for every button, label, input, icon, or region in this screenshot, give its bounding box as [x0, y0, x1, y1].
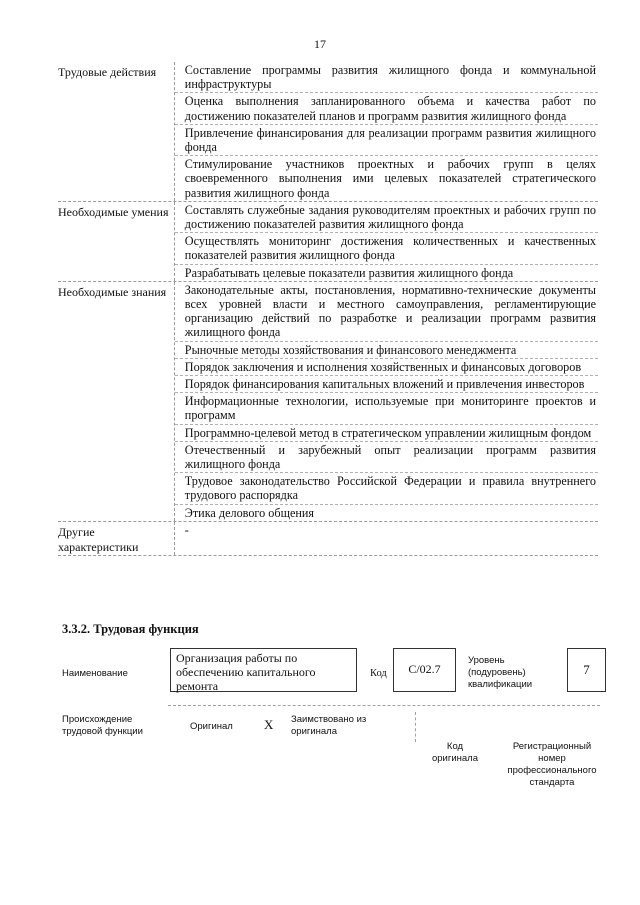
reg-number-label: Регистрационный номер профессионального стандарта	[507, 741, 597, 788]
section-label-other-characteristics: Другие характеристики	[58, 524, 139, 554]
table-row: Составлять служебные задания руководителям проектных и рабочих групп по достижению показателей развития жилищного фонда	[175, 202, 598, 233]
section-other-characteristics	[58, 522, 598, 556]
table-row: Законодательные акты, постановления, нормативно-технические документы всех уровней власти и местного самоуправления, регламентирующие организацию действий по разработке и реализации программ развития жилищного фонда	[175, 282, 598, 342]
level-label: Уровень (подуровень) квалификации	[468, 655, 533, 690]
level-value-box	[567, 648, 606, 692]
name-value-box	[170, 648, 357, 692]
original-mark: Х	[264, 717, 274, 732]
table-row: Порядок финансирования капитальных вложений и привлечения инвесторов	[175, 376, 598, 393]
section-label-labor-actions: Трудовые действия	[58, 65, 157, 79]
section-title: 3.3.2. Трудовая функция	[62, 622, 199, 636]
level-value: 7	[583, 662, 590, 677]
table-row: Программно-целевой метод в стратегическом управлении жилищным фондом	[175, 425, 598, 442]
page-number: 17	[314, 37, 326, 51]
origin-label: Происхождение трудовой функции	[62, 714, 143, 737]
divider	[168, 705, 600, 706]
table-row: -	[184, 522, 189, 537]
table-row: Отечественный и зарубежный опыт реализации программ развития жилищного фонда	[175, 442, 598, 473]
name-value: Организация работы по обеспечению капитального ремонта	[176, 651, 316, 693]
table-row: Порядок заключения и исполнения хозяйственных и финансовых договоров	[175, 359, 598, 376]
table-row: Разрабатывать целевые показатели развития жилищного фонда	[184, 265, 514, 280]
table-row: Этика делового общения	[184, 505, 315, 520]
labor-function-table	[58, 62, 598, 556]
section-label-required-knowledge: Необходимые знания	[58, 284, 167, 299]
table-row: Трудовое законодательство Российской Федерации и правила внутреннего трудового распорядка	[175, 473, 598, 504]
section-labor-actions	[58, 62, 598, 202]
section-required-skills	[58, 202, 598, 282]
section-required-knowledge	[58, 282, 598, 522]
code-label: Код	[370, 668, 387, 679]
original-label: Оригинал	[190, 721, 233, 732]
section-label-required-skills: Необходимые умения	[58, 204, 169, 219]
name-label: Наименование	[62, 668, 128, 679]
table-row: Привлечение финансирования для реализации программ развития жилищного фонда	[175, 125, 598, 156]
table-row: Информационные технологии, используемые при мониторинге проектов и программ	[175, 393, 598, 424]
table-row: Осуществлять мониторинг достижения количественных и качественных показателей развития жилищного фонда	[175, 233, 598, 264]
table-row: Рыночные методы хозяйствования и финансового менеджмента	[175, 342, 598, 359]
section-content-required-knowledge	[174, 282, 598, 521]
section-content-other-characteristics	[174, 522, 598, 555]
divider	[415, 712, 416, 742]
section-content-required-skills	[174, 202, 598, 281]
table-row: Оценка выполнения запланированного объема и качества работ по достижению показателей планов и программ развития жилищного фонда	[175, 93, 598, 124]
code-value: С/02.7	[408, 662, 441, 676]
table-row: Составление программы развития жилищного фонда и коммунальной инфраструктуры	[175, 62, 598, 93]
table-row: Стимулирование участников проектных и рабочих групп в целях своевременного выполнения ими целевых показателей стратегического развития жилищного фонда	[184, 157, 596, 200]
borrowed-label: Заимствовано из оригинала	[291, 714, 367, 737]
orig-code-label: Код оригинала	[431, 741, 478, 764]
section-content-labor-actions	[174, 62, 598, 201]
code-value-box	[393, 648, 456, 692]
